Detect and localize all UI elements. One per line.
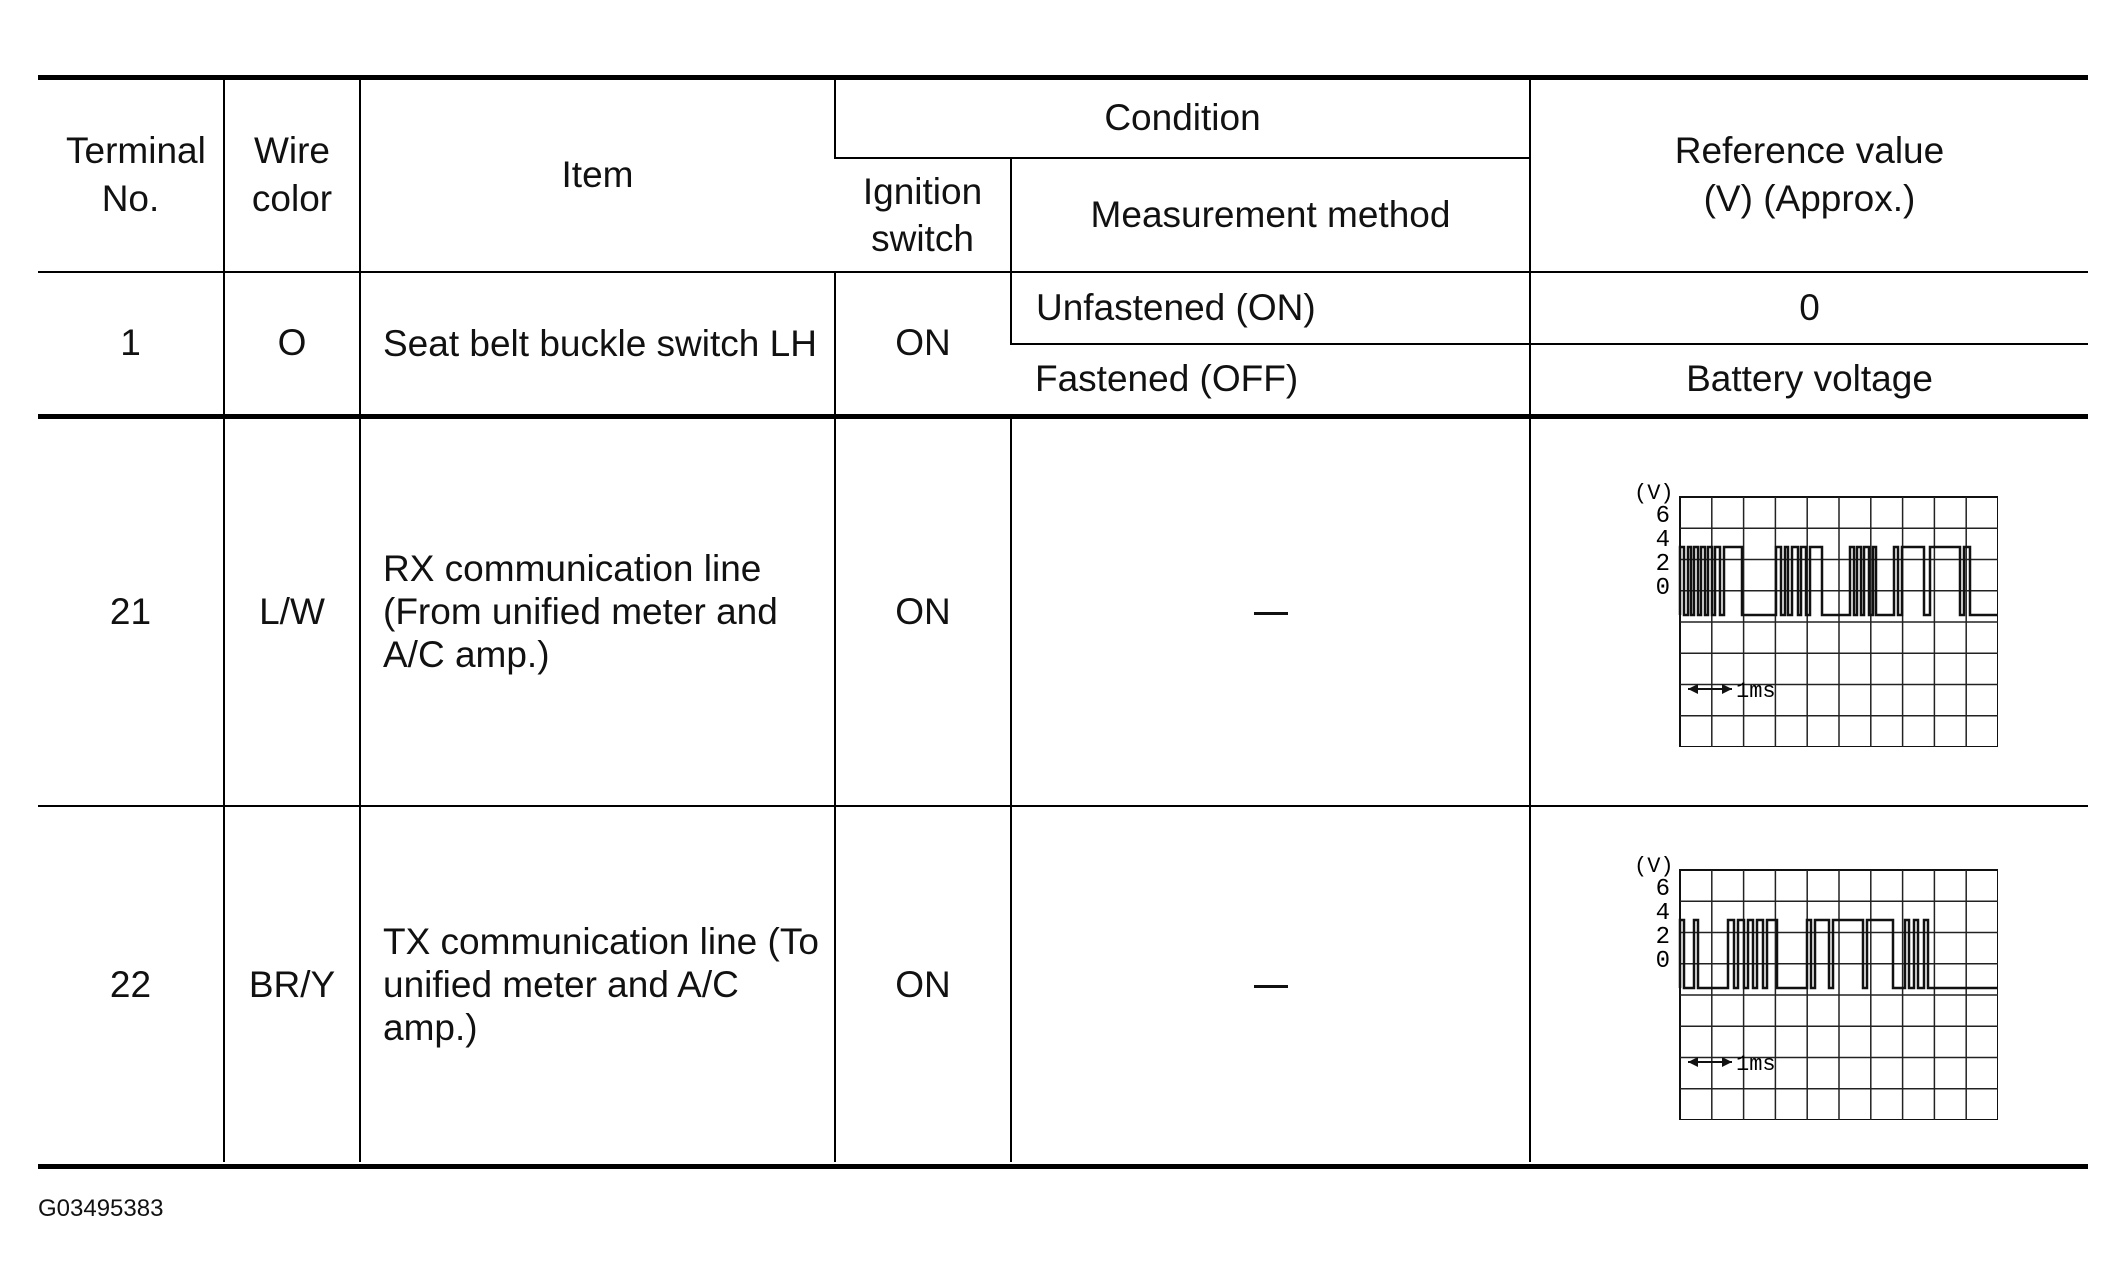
value-cell: Battery voltage [1530,344,2088,416]
wire-color-cell: L/W [224,416,360,806]
ignition-cell: ON [835,806,1011,1162]
time-scale-label: 1ms [1736,678,1776,704]
unit-label: (V) [1634,480,1674,506]
scope-grid [1680,870,1998,1120]
bottom-rule [38,1164,2088,1169]
header-wire-color: Wire color [224,78,360,272]
table-row [38,806,2088,1162]
wire-color-cell: O [224,272,360,416]
value-cell: 0 [1530,272,2088,344]
y-tick-label: 2 [1655,550,1670,578]
method-cell [1011,416,1530,806]
item-cell: Seat belt buckle switch LH [360,272,835,416]
ignition-cell: ON [835,416,1011,806]
header-measurement-method: Measurement method [1011,158,1530,272]
time-scale-marker [1688,1057,1732,1067]
y-tick-label: 0 [1655,947,1670,975]
method-cell: Fastened (OFF) [1011,344,1530,416]
y-tick-label: 4 [1655,899,1670,927]
y-tick-label: 2 [1655,923,1670,951]
ignition-cell: ON [835,272,1011,416]
top-rule [38,75,2088,80]
y-tick-label: 6 [1655,875,1670,903]
unit-label: (V) [1634,853,1674,879]
dash-mark [1254,985,1288,988]
method-cell [1011,806,1530,1162]
waveform-cell [1530,416,2088,806]
header-reference-value: Reference value (V) (Approx.) [1530,78,2088,272]
item-cell: TX communication line (To unified meter and A/C amp.) [360,806,835,1162]
header-ignition-switch: Ignition switch [862,170,983,259]
figure-code: G03495383 [38,1195,164,1222]
waveform-cell [1530,806,2088,1162]
y-tick-label: 0 [1655,574,1670,602]
rx-waveform-graph [1628,477,1998,747]
terminal-no-cell: 1 [38,272,224,416]
header-condition: Condition [835,78,1530,158]
y-tick-label: 6 [1655,502,1670,530]
y-tick-label: 4 [1655,526,1670,554]
wire-color-cell: BR/Y [224,806,360,1162]
method-cell: Unfastened (ON) [1011,272,1530,344]
table-row [38,416,2088,806]
time-scale-marker [1688,684,1732,694]
header-terminal-no: Terminal No. [66,130,206,219]
spec-table [38,78,2088,1162]
scope-grid [1680,497,1998,747]
item-cell: RX communication line (From unified meter and A/C amp.) [360,416,835,806]
dash-mark [1254,612,1288,615]
header-item: Item [360,78,835,272]
table-row [38,272,2088,344]
tx-waveform-graph [1628,850,1998,1120]
terminal-no-cell: 22 [38,806,224,1162]
time-scale-label: 1ms [1736,1051,1776,1077]
terminal-no-cell: 21 [38,416,224,806]
